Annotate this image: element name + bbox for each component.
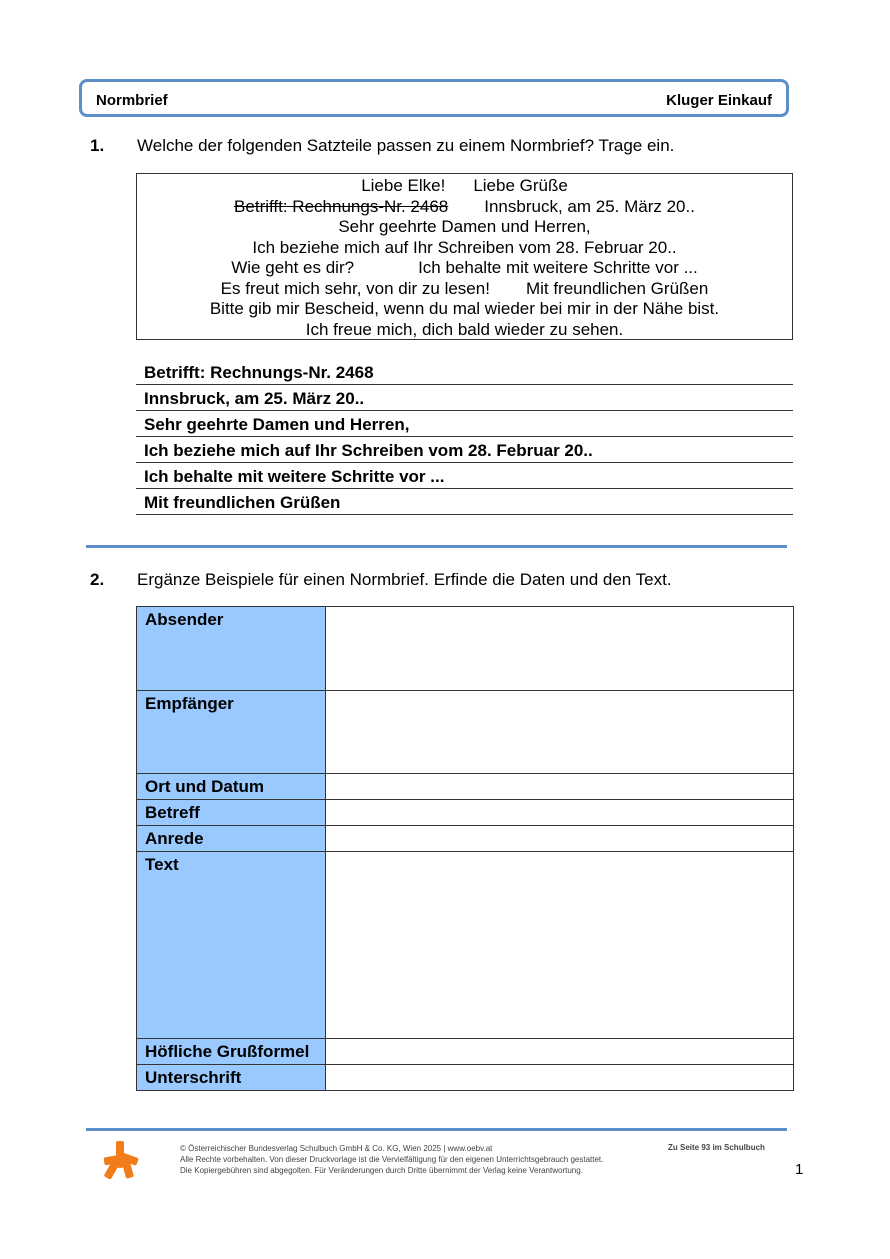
task2-number: 2. (90, 570, 105, 589)
footer-divider (86, 1128, 787, 1131)
task1-instruction: Welche der folgenden Satzteile passen zu einem Normbrief? Trage ein. (137, 136, 675, 155)
form-label-grussformel: Höfliche Grußformel (137, 1039, 326, 1065)
word-bank-phrase: Liebe Elke! (361, 176, 446, 195)
word-bank-line: Sehr geehrte Damen und Herren, (338, 217, 591, 236)
answer-line[interactable]: Ich behalte mit weitere Schritte vor ... (136, 464, 793, 489)
form-label-ort-datum: Ort und Datum (137, 774, 326, 800)
word-bank-line (137, 197, 792, 218)
form-field-betreff[interactable] (326, 800, 794, 826)
form-field-ort-datum[interactable] (326, 774, 794, 800)
answer-lines (136, 360, 793, 516)
answer-line[interactable]: Ich beziehe mich auf Ihr Schreiben vom 28. Februar 20.. (136, 438, 793, 463)
unit-title: Kluger Einkauf (666, 92, 772, 109)
copyright-line: Die Kopiergebühren sind abgegolten. Für Veränderungen durch Dritte übernimmt der Verlag keine Verantwortung. (180, 1166, 583, 1175)
word-bank-line (137, 176, 792, 197)
word-bank-line (137, 258, 792, 279)
copyright-notice (180, 1143, 603, 1176)
task1-number: 1. (90, 136, 105, 155)
header-box (79, 79, 789, 117)
copyright-line: Alle Rechte vorbehalten. Von dieser Druckvorlage ist die Vervielfältigung für den eigenen Unterrichtsgebrauch gestattet. (180, 1155, 604, 1164)
word-bank-phrase: Ich behalte mit weitere Schritte vor ... (418, 258, 698, 277)
answer-line[interactable]: Betrifft: Rechnungs-Nr. 2468 (136, 360, 793, 385)
form-field-empfaenger[interactable] (326, 691, 794, 774)
schoolbook-reference: Zu Seite 93 im Schulbuch (668, 1143, 765, 1152)
word-bank-line: Ich freue mich, dich bald wieder zu sehen. (305, 319, 624, 339)
page-number: 1 (795, 1161, 804, 1178)
form-field-text[interactable] (326, 852, 794, 1039)
word-bank-box (136, 173, 793, 340)
word-bank-phrase: Liebe Grüße (473, 176, 568, 195)
answer-line[interactable]: Innsbruck, am 25. März 20.. (136, 386, 793, 411)
word-bank-phrase: Mit freundlichen Grüßen (525, 278, 709, 298)
form-label-empfaenger: Empfänger (137, 691, 326, 774)
word-bank-line: Ich beziehe mich auf Ihr Schreiben vom 28. Februar 20.. (252, 237, 677, 257)
oebv-logo-icon (104, 1141, 140, 1184)
form-field-unterschrift[interactable] (326, 1065, 794, 1091)
form-label-text: Text (137, 852, 326, 1039)
task2-instruction: Ergänze Beispiele für einen Normbrief. Erfinde die Daten und den Text. (137, 570, 672, 589)
word-bank-phrase: Es freut mich sehr, von dir zu lesen! (220, 278, 490, 298)
word-bank-line: Bitte gib mir Bescheid, wenn du mal wieder bei mir in der Nähe bist. (209, 299, 720, 318)
form-field-anrede[interactable] (326, 826, 794, 852)
form-field-grussformel[interactable] (326, 1039, 794, 1065)
form-label-betreff: Betreff (137, 800, 326, 826)
section-divider (86, 545, 787, 548)
word-bank-phrase: Wie geht es dir? (231, 258, 355, 277)
word-bank-phrase-crossed: Betrifft: Rechnungs-Nr. 2468 (234, 196, 449, 216)
form-label-unterschrift: Unterschrift (137, 1065, 326, 1091)
worksheet-title: Normbrief (96, 92, 168, 109)
word-bank-line (137, 279, 792, 300)
answer-line[interactable]: Mit freundlichen Grüßen (136, 490, 793, 515)
form-label-absender: Absender (137, 607, 326, 691)
letter-form-table (136, 606, 794, 1091)
form-field-absender[interactable] (326, 607, 794, 691)
word-bank-phrase: Innsbruck, am 25. März 20.. (484, 196, 695, 216)
form-label-anrede: Anrede (137, 826, 326, 852)
answer-line[interactable]: Sehr geehrte Damen und Herren, (136, 412, 793, 437)
copyright-line: © Österreichischer Bundesverlag Schulbuch GmbH & Co. KG, Wien 2025 | www.oebv.at (180, 1144, 493, 1153)
